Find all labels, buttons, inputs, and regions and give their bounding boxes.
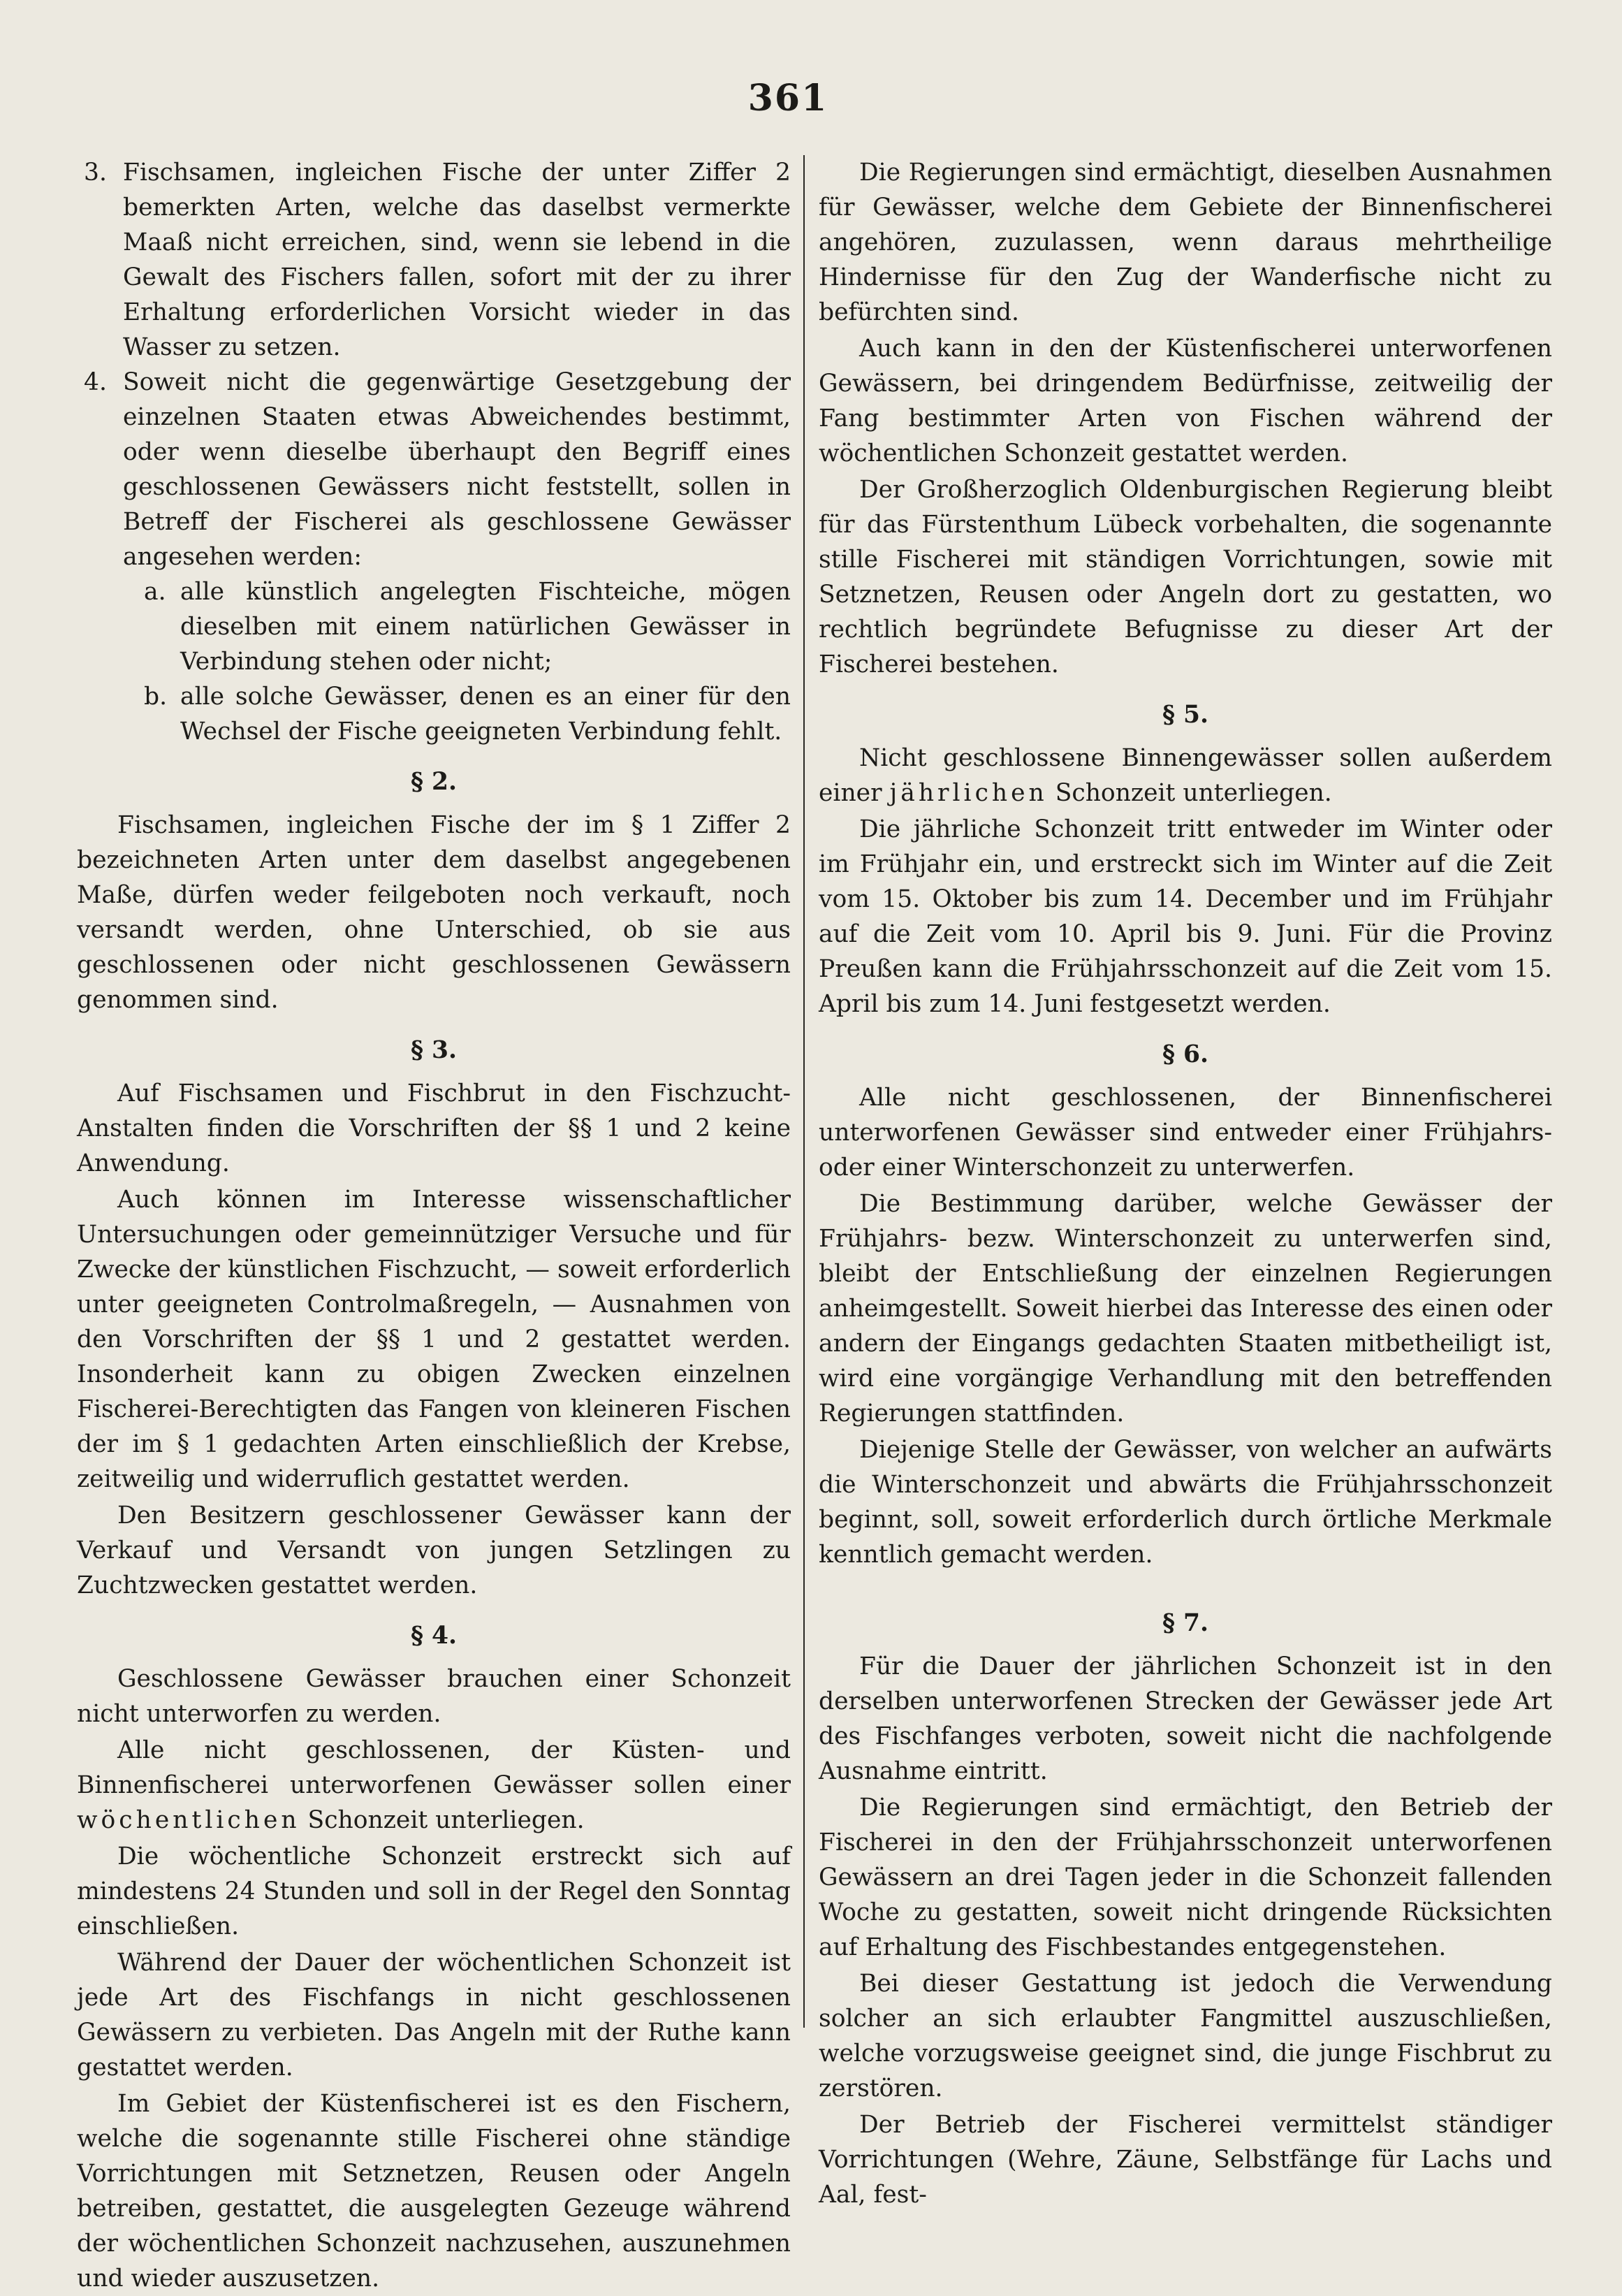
paragraph: Der Betrieb der Fischerei vermittelst ständiger Vorrichtungen (Wehre, Zäune, Selbstfänge für Lachs und Aal, fest- bbox=[819, 2111, 1552, 2209]
column-divider bbox=[803, 155, 805, 2028]
paragraph: Für die Dauer der jährlichen Schonzeit ist in den derselben unterworfenen Strecken der Gewässer jede Art des Fischfanges verboten, soweit nicht die nachfolgende Ausnahme eintritt. bbox=[819, 1652, 1552, 1785]
paragraph: Der Großherzoglich Oldenburgischen Regierung bleibt für das Fürstenthum Lübeck vorbehalten, die sogenannte stille Fischerei mit ständigen Vorrichtungen, sowie mit Setznetzen, Reusen oder Angeln dort zu gestatten, wo rechtlich begründete Befugnisse zu dieser Art der Fischerei bestehen. bbox=[819, 476, 1552, 678]
paragraph: Die Bestimmung darüber, welche Gewässer der Frühjahrs- bezw. Winterschonzeit zu unterwerfen sind, bleibt der Entschließung der einzelnen Regierungen anheimgestellt. Soweit hierbei das Interesse des einen oder andern der Eingangs gedachten Staaten mitbetheiligt ist, wird eine vorgängige Verhandlung mit den betreffenden Regierungen stattfinden. bbox=[819, 1190, 1552, 1427]
list-item-4 bbox=[77, 365, 791, 574]
sub-item-b bbox=[144, 679, 791, 749]
section-heading-7: § 7. bbox=[1162, 1609, 1209, 1637]
sub-item-a bbox=[144, 574, 791, 679]
list-item-3 bbox=[77, 155, 791, 365]
left-column bbox=[77, 155, 791, 2296]
paragraph: Die Regierungen sind ermächtigt, dieselben Ausnahmen für Gewässer, welche dem Gebiete der Binnenfischerei angehören, zuzulassen, wenn daraus mehrtheilige Hindernisse für den Zug der Wanderfische nicht zu befürchten sind. bbox=[819, 159, 1552, 326]
section-heading-6: § 6. bbox=[1162, 1040, 1209, 1068]
text-run: Alle nicht geschlossenen, der Küsten- und Binnenfischerei unterworfenen Gewässer sollen einer bbox=[77, 1736, 791, 1799]
spaced-emphasis: jährlichen bbox=[889, 779, 1048, 807]
sub-item-label: a. bbox=[144, 578, 166, 606]
right-column bbox=[819, 155, 1552, 2212]
sub-item-label: b. bbox=[144, 683, 168, 711]
paragraph: Alle nicht geschlossenen, der Binnenfischerei unterworfenen Gewässer sind entweder einer Frühjahrs- oder einer Winterschonzeit zu unterwerfen. bbox=[819, 1084, 1552, 1182]
sub-item-text: alle solche Gewässer, denen es an einer für den Wechsel der Fische geeigneten Verbindung fehlt. bbox=[180, 683, 791, 746]
page-number: 361 bbox=[747, 77, 828, 119]
text-run: Schonzeit unterliegen. bbox=[1047, 779, 1332, 807]
item-number: 4. bbox=[84, 368, 107, 396]
paragraph: Während der Dauer der wöchentlichen Schonzeit ist jede Art des Fischfangs in nicht geschlossenen Gewässern zu verbieten. Das Angeln mit der Ruthe kann gestattet werden. bbox=[77, 1949, 791, 2081]
section-heading-3: § 3. bbox=[410, 1036, 458, 1064]
section-heading-2: § 2. bbox=[410, 768, 458, 796]
section-heading-4: § 4. bbox=[410, 1622, 458, 1650]
paragraph: Fischsamen, ingleichen Fische der im § 1 Ziffer 2 bezeichneten Arten unter dem daselbst angegebenen Maße, dürfen weder feilgeboten noch verkauft, noch versandt werden, ohne Unterschied, ob sie aus geschlossenen oder nicht geschlossenen Gewässern genommen sind. bbox=[77, 811, 791, 1014]
paragraph bbox=[77, 1733, 791, 1838]
paragraph: Den Besitzern geschlossener Gewässer kann der Verkauf und Versandt von jungen Setzlingen zu Zuchtzwecken gestattet werden. bbox=[77, 1502, 791, 1599]
paragraph: Auch können im Interesse wissenschaftlicher Untersuchungen oder gemeinnütziger Versuche und für Zwecke der künstlichen Fischzucht, — soweit erforderlich unter geeigneten Controlmaßregeln, — Ausnahmen von den Vorschriften der §§ 1 und 2 gestattet werden. Insonderheit kann zu obigen Zwecken einzelnen Fischerei-Berechtigten das Fangen von kleineren Fischen der im § 1 gedachten Arten einschließlich der Krebse, zeitweilig und widerruflich gestattet werden. bbox=[77, 1186, 791, 1493]
item-text: Soweit nicht die gegenwärtige Gesetzgebung der einzelnen Staaten etwas Abweichendes bestimmt, oder wenn dieselbe überhaupt den Begriff eines geschlossenen Gewässers nicht feststellt, sollen in Betreff der Fischerei als geschlossene Gewässer angesehen werden: bbox=[123, 368, 791, 571]
paragraph: Geschlossene Gewässer brauchen einer Schonzeit nicht unterworfen zu werden. bbox=[77, 1665, 791, 1728]
paragraph: Die Regierungen sind ermächtigt, den Betrieb der Fischerei in den der Frühjahrsschonzeit unterworfenen Gewässern an drei Tagen jeder in die Schonzeit fallenden Woche zu gestatten, soweit nicht dringende Rücksichten auf Erhaltung des Fischbestandes entgegenstehen. bbox=[819, 1794, 1552, 1961]
paragraph: Im Gebiet der Küstenfischerei ist es den Fischern, welche die sogenannte stille Fischerei ohne ständige Vorrichtungen mit Setznetzen, Reusen oder Angeln betreiben, gestattet, die ausgelegten Gezeuge während der wöchentlichen Schonzeit nachzusehen, auszunehmen und wieder auszusetzen. bbox=[77, 2090, 791, 2293]
text-run: Schonzeit unterliegen. bbox=[300, 1806, 585, 1834]
section-heading-5: § 5. bbox=[1162, 701, 1209, 729]
paragraph: Die jährliche Schonzeit tritt entweder im Winter oder im Frühjahr ein, und erstreckt sich im Winter auf die Zeit vom 15. Oktober bis zum 14. December und im Frühjahr auf die Zeit vom 10. April bis 9. Juni. Für die Provinz Preußen kann die Frühjahrsschonzeit auf die Zeit vom 15. April bis zum 14. Juni festgesetzt werden. bbox=[819, 815, 1552, 1018]
paragraph: Auf Fischsamen und Fischbrut in den Fischzucht-Anstalten finden die Vorschriften der §§ 1 und 2 keine Anwendung. bbox=[77, 1080, 791, 1177]
item-text: Fischsamen, ingleichen Fische der unter Ziffer 2 bemerkten Arten, welche das daselbst vermerkte Maaß nicht erreichen, sind, wenn sie lebend in die Gewalt des Fischers fallen, sofort mit der zu ihrer Erhaltung erforderlichen Vorsicht wieder in das Wasser zu setzen. bbox=[123, 159, 791, 361]
item-number: 3. bbox=[84, 159, 107, 187]
paragraph: Die wöchentliche Schonzeit erstreckt sich auf mindestens 24 Stunden und soll in der Regel den Sonntag einschließen. bbox=[77, 1843, 791, 1940]
spaced-emphasis: wöchentlichen bbox=[77, 1806, 300, 1834]
sub-item-text: alle künstlich angelegten Fischteiche, mögen dieselben mit einem natürlichen Gewässer in Verbindung stehen oder nicht; bbox=[180, 578, 791, 676]
paragraph: Diejenige Stelle der Gewässer, von welcher an aufwärts die Winterschonzeit und abwärts die Frühjahrsschonzeit beginnt, soll, soweit erforderlich durch örtliche Merkmale kenntlich gemacht werden. bbox=[819, 1436, 1552, 1569]
paragraph: Auch kann in den der Küstenfischerei unterworfenen Gewässern, bei dringendem Bedürfnisse, zeitweilig der Fang bestimmter Arten von Fischen während der wöchentlichen Schonzeit gestattet werden. bbox=[819, 335, 1552, 467]
text-run: Nicht geschlossene Binnengewässer sollen außerdem einer bbox=[819, 744, 1552, 807]
paragraph bbox=[819, 741, 1552, 811]
paragraph: Bei dieser Gestattung ist jedoch die Verwendung solcher an sich erlaubter Fangmittel auszuschließen, welche vorzugsweise geeignet sind, die junge Fischbrut zu zerstören. bbox=[819, 1970, 1552, 2102]
